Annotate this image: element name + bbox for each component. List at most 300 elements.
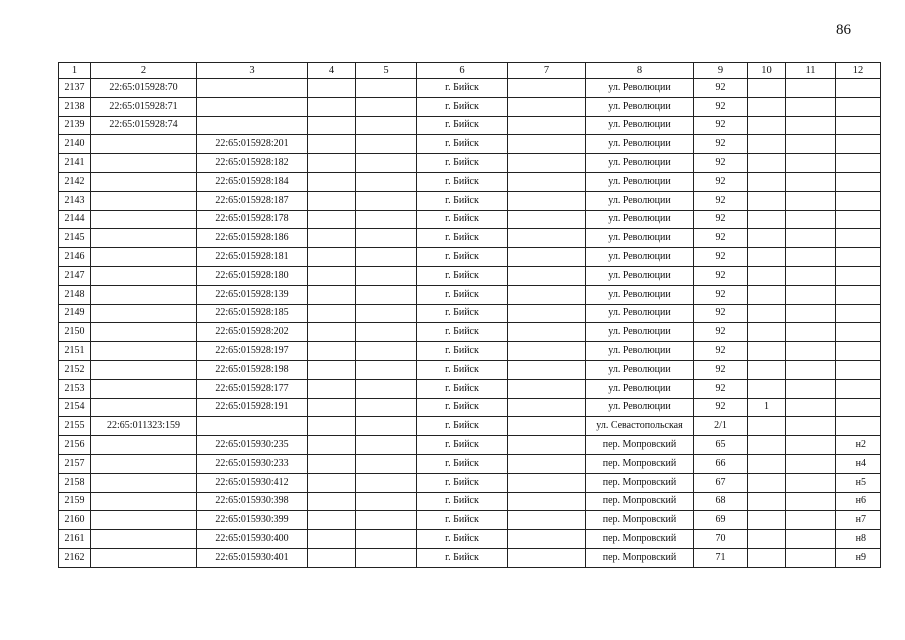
- cell-col-3: 22:65:015928:197: [197, 342, 308, 361]
- cell-col-5: [356, 473, 417, 492]
- cell-col-4: [308, 473, 356, 492]
- cell-col-8: ул. Революции: [586, 285, 694, 304]
- cell-col-7: [508, 304, 586, 323]
- cell-col-2: [91, 492, 197, 511]
- cell-col-6: г. Бийск: [417, 304, 508, 323]
- cell-col-7: [508, 154, 586, 173]
- cell-col-7: [508, 398, 586, 417]
- cell-col-9: 92: [694, 342, 748, 361]
- cell-col-9: 2/1: [694, 417, 748, 436]
- cell-col-2: [91, 530, 197, 549]
- table-row: [59, 492, 881, 511]
- cell-col-12: [836, 323, 881, 342]
- cell-col-7: [508, 530, 586, 549]
- cell-col-2: 22:65:011323:159: [91, 417, 197, 436]
- cell-col-4: [308, 116, 356, 135]
- cell-col-7: [508, 172, 586, 191]
- cell-col-8: ул. Революции: [586, 304, 694, 323]
- cell-col-11: [786, 379, 836, 398]
- cell-col-8: ул. Севастопольская: [586, 417, 694, 436]
- cell-col-9: 92: [694, 191, 748, 210]
- cell-col-7: [508, 342, 586, 361]
- cell-col-10: [748, 548, 786, 567]
- cell-col-1: 2144: [59, 210, 91, 229]
- cell-col-2: [91, 511, 197, 530]
- cell-col-3: [197, 116, 308, 135]
- cell-col-1: 2152: [59, 360, 91, 379]
- cell-col-4: [308, 398, 356, 417]
- table-row: [59, 548, 881, 567]
- cell-col-1: 2157: [59, 454, 91, 473]
- cell-col-11: [786, 304, 836, 323]
- cell-col-6: г. Бийск: [417, 323, 508, 342]
- cell-col-5: [356, 511, 417, 530]
- cell-col-6: г. Бийск: [417, 135, 508, 154]
- cell-col-6: г. Бийск: [417, 266, 508, 285]
- table-row: [59, 417, 881, 436]
- cell-col-12: [836, 154, 881, 173]
- cell-col-1: 2154: [59, 398, 91, 417]
- cell-col-6: г. Бийск: [417, 210, 508, 229]
- cell-col-1: 2151: [59, 342, 91, 361]
- cell-col-12: [836, 398, 881, 417]
- table-row: [59, 285, 881, 304]
- cell-col-8: ул. Революции: [586, 229, 694, 248]
- cell-col-9: 68: [694, 492, 748, 511]
- cell-col-7: [508, 116, 586, 135]
- cell-col-1: 2146: [59, 248, 91, 267]
- cell-col-9: 92: [694, 172, 748, 191]
- cell-col-5: [356, 304, 417, 323]
- table-row: [59, 360, 881, 379]
- cell-col-5: [356, 248, 417, 267]
- cell-col-9: 92: [694, 79, 748, 98]
- table-body: [59, 63, 881, 568]
- cell-col-4: [308, 360, 356, 379]
- cell-col-4: [308, 417, 356, 436]
- cell-col-9: 92: [694, 323, 748, 342]
- cell-col-12: [836, 304, 881, 323]
- cell-col-11: [786, 172, 836, 191]
- cell-col-5: [356, 398, 417, 417]
- cell-col-3: 22:65:015930:398: [197, 492, 308, 511]
- cell-col-9: 92: [694, 97, 748, 116]
- cell-col-1: 2159: [59, 492, 91, 511]
- cell-col-5: [356, 417, 417, 436]
- cell-col-12: [836, 360, 881, 379]
- cell-col-9: 65: [694, 436, 748, 455]
- cell-col-7: [508, 473, 586, 492]
- cell-col-3: 22:65:015928:178: [197, 210, 308, 229]
- cell-col-11: [786, 97, 836, 116]
- cell-col-10: [748, 342, 786, 361]
- cell-col-7: [508, 135, 586, 154]
- cell-col-7: [508, 436, 586, 455]
- column-header-10: 10: [748, 63, 786, 79]
- cell-col-6: г. Бийск: [417, 379, 508, 398]
- cell-col-4: [308, 323, 356, 342]
- cell-col-5: [356, 116, 417, 135]
- cell-col-11: [786, 135, 836, 154]
- cell-col-3: 22:65:015928:198: [197, 360, 308, 379]
- cell-col-3: 22:65:015930:233: [197, 454, 308, 473]
- cell-col-8: пер. Мопровский: [586, 492, 694, 511]
- cell-col-8: ул. Революции: [586, 360, 694, 379]
- cell-col-8: пер. Мопровский: [586, 473, 694, 492]
- cell-col-1: 2140: [59, 135, 91, 154]
- cell-col-6: г. Бийск: [417, 436, 508, 455]
- cell-col-8: ул. Революции: [586, 79, 694, 98]
- cell-col-3: 22:65:015928:181: [197, 248, 308, 267]
- cell-col-4: [308, 79, 356, 98]
- cell-col-8: ул. Революции: [586, 266, 694, 285]
- cell-col-2: [91, 398, 197, 417]
- cell-col-9: 66: [694, 454, 748, 473]
- column-header-7: 7: [508, 63, 586, 79]
- cell-col-8: пер. Мопровский: [586, 530, 694, 549]
- cell-col-10: [748, 210, 786, 229]
- cell-col-5: [356, 454, 417, 473]
- cell-col-5: [356, 360, 417, 379]
- cell-col-4: [308, 304, 356, 323]
- table-row: [59, 530, 881, 549]
- cell-col-4: [308, 492, 356, 511]
- page-number: 86: [836, 22, 851, 38]
- cell-col-6: г. Бийск: [417, 79, 508, 98]
- cell-col-10: [748, 135, 786, 154]
- cell-col-2: [91, 548, 197, 567]
- cell-col-11: [786, 360, 836, 379]
- table-row: [59, 473, 881, 492]
- cell-col-7: [508, 379, 586, 398]
- cell-col-12: [836, 417, 881, 436]
- cell-col-5: [356, 210, 417, 229]
- cell-col-5: [356, 530, 417, 549]
- column-header-11: 11: [786, 63, 836, 79]
- cell-col-10: [748, 417, 786, 436]
- column-header-8: 8: [586, 63, 694, 79]
- cell-col-3: 22:65:015928:186: [197, 229, 308, 248]
- cell-col-7: [508, 191, 586, 210]
- cell-col-11: [786, 116, 836, 135]
- cell-col-10: [748, 229, 786, 248]
- cell-col-3: 22:65:015930:412: [197, 473, 308, 492]
- cell-col-9: 67: [694, 473, 748, 492]
- cell-col-10: [748, 492, 786, 511]
- cell-col-6: г. Бийск: [417, 116, 508, 135]
- cell-col-11: [786, 229, 836, 248]
- cell-col-12: [836, 248, 881, 267]
- cell-col-9: 92: [694, 210, 748, 229]
- table-row: [59, 323, 881, 342]
- cell-col-10: [748, 379, 786, 398]
- cell-col-2: [91, 248, 197, 267]
- cell-col-1: 2155: [59, 417, 91, 436]
- cell-col-6: г. Бийск: [417, 492, 508, 511]
- cell-col-10: [748, 530, 786, 549]
- column-header-12: 12: [836, 63, 881, 79]
- cell-col-12: н7: [836, 511, 881, 530]
- cell-col-7: [508, 323, 586, 342]
- cell-col-2: [91, 135, 197, 154]
- cell-col-8: ул. Революции: [586, 323, 694, 342]
- cell-col-5: [356, 135, 417, 154]
- cell-col-9: 92: [694, 154, 748, 173]
- cell-col-3: [197, 97, 308, 116]
- cell-col-12: н8: [836, 530, 881, 549]
- cell-col-4: [308, 135, 356, 154]
- table-row: [59, 116, 881, 135]
- cell-col-7: [508, 454, 586, 473]
- cell-col-1: 2147: [59, 266, 91, 285]
- cell-col-6: г. Бийск: [417, 285, 508, 304]
- cell-col-3: 22:65:015928:202: [197, 323, 308, 342]
- cell-col-2: [91, 436, 197, 455]
- cell-col-1: 2160: [59, 511, 91, 530]
- cell-col-8: ул. Революции: [586, 135, 694, 154]
- cell-col-10: [748, 248, 786, 267]
- table-row: [59, 511, 881, 530]
- cell-col-11: [786, 492, 836, 511]
- cell-col-7: [508, 548, 586, 567]
- cell-col-3: 22:65:015930:401: [197, 548, 308, 567]
- cell-col-7: [508, 210, 586, 229]
- cell-col-7: [508, 492, 586, 511]
- cell-col-4: [308, 342, 356, 361]
- cell-col-11: [786, 473, 836, 492]
- cell-col-6: г. Бийск: [417, 191, 508, 210]
- cell-col-6: г. Бийск: [417, 548, 508, 567]
- cell-col-6: г. Бийск: [417, 360, 508, 379]
- cell-col-5: [356, 172, 417, 191]
- cell-col-9: 92: [694, 398, 748, 417]
- cell-col-9: 69: [694, 511, 748, 530]
- cell-col-11: [786, 342, 836, 361]
- cell-col-2: [91, 172, 197, 191]
- cell-col-6: г. Бийск: [417, 398, 508, 417]
- cell-col-7: [508, 266, 586, 285]
- cell-col-5: [356, 266, 417, 285]
- cell-col-3: 22:65:015928:185: [197, 304, 308, 323]
- column-header-3: 3: [197, 63, 308, 79]
- table-row: [59, 266, 881, 285]
- cell-col-5: [356, 323, 417, 342]
- cell-col-8: ул. Революции: [586, 154, 694, 173]
- cell-col-3: 22:65:015928:191: [197, 398, 308, 417]
- cell-col-11: [786, 454, 836, 473]
- cell-col-9: 92: [694, 135, 748, 154]
- cell-col-10: [748, 116, 786, 135]
- cell-col-12: н4: [836, 454, 881, 473]
- column-header-2: 2: [91, 63, 197, 79]
- cell-col-10: [748, 285, 786, 304]
- cell-col-1: 2139: [59, 116, 91, 135]
- cell-col-7: [508, 417, 586, 436]
- cell-col-5: [356, 285, 417, 304]
- cell-col-9: 70: [694, 530, 748, 549]
- cell-col-10: [748, 454, 786, 473]
- cell-col-11: [786, 191, 836, 210]
- cell-col-3: 22:65:015928:139: [197, 285, 308, 304]
- cell-col-6: г. Бийск: [417, 229, 508, 248]
- cell-col-5: [356, 379, 417, 398]
- cell-col-3: 22:65:015930:235: [197, 436, 308, 455]
- cell-col-5: [356, 79, 417, 98]
- cell-col-12: [836, 342, 881, 361]
- cell-col-4: [308, 229, 356, 248]
- cell-col-7: [508, 285, 586, 304]
- cell-col-8: ул. Революции: [586, 210, 694, 229]
- cell-col-10: [748, 473, 786, 492]
- cell-col-6: г. Бийск: [417, 473, 508, 492]
- cell-col-1: 2143: [59, 191, 91, 210]
- cell-col-6: г. Бийск: [417, 154, 508, 173]
- table-row: [59, 191, 881, 210]
- cell-col-6: г. Бийск: [417, 417, 508, 436]
- cell-col-8: пер. Мопровский: [586, 548, 694, 567]
- cell-col-8: ул. Революции: [586, 342, 694, 361]
- cell-col-6: г. Бийск: [417, 454, 508, 473]
- cell-col-2: [91, 360, 197, 379]
- cell-col-1: 2137: [59, 79, 91, 98]
- cell-col-9: 92: [694, 248, 748, 267]
- table-row: [59, 304, 881, 323]
- cell-col-4: [308, 191, 356, 210]
- cell-col-12: [836, 379, 881, 398]
- cell-col-3: 22:65:015930:399: [197, 511, 308, 530]
- cell-col-12: [836, 266, 881, 285]
- cell-col-1: 2148: [59, 285, 91, 304]
- table-row: [59, 436, 881, 455]
- cell-col-2: [91, 454, 197, 473]
- cell-col-5: [356, 436, 417, 455]
- cell-col-12: н5: [836, 473, 881, 492]
- cell-col-11: [786, 511, 836, 530]
- cell-col-12: [836, 172, 881, 191]
- header-row: [59, 63, 881, 79]
- cell-col-12: [836, 285, 881, 304]
- column-header-6: 6: [417, 63, 508, 79]
- cell-col-7: [508, 79, 586, 98]
- cell-col-10: [748, 323, 786, 342]
- cell-col-12: [836, 135, 881, 154]
- cell-col-1: 2145: [59, 229, 91, 248]
- cell-col-8: пер. Мопровский: [586, 454, 694, 473]
- cell-col-2: 22:65:015928:71: [91, 97, 197, 116]
- cell-col-8: ул. Революции: [586, 398, 694, 417]
- cell-col-3: 22:65:015928:184: [197, 172, 308, 191]
- cell-col-3: 22:65:015928:177: [197, 379, 308, 398]
- cell-col-10: [748, 511, 786, 530]
- cell-col-1: 2162: [59, 548, 91, 567]
- cell-col-5: [356, 342, 417, 361]
- cell-col-7: [508, 97, 586, 116]
- cell-col-12: н2: [836, 436, 881, 455]
- table-row: [59, 97, 881, 116]
- cell-col-3: 22:65:015928:187: [197, 191, 308, 210]
- cell-col-11: [786, 436, 836, 455]
- cell-col-11: [786, 266, 836, 285]
- column-header-5: 5: [356, 63, 417, 79]
- cell-col-11: [786, 79, 836, 98]
- cell-col-4: [308, 454, 356, 473]
- table-row: [59, 248, 881, 267]
- table-row: [59, 210, 881, 229]
- cell-col-11: [786, 210, 836, 229]
- cell-col-12: [836, 191, 881, 210]
- cell-col-2: 22:65:015928:70: [91, 79, 197, 98]
- cell-col-4: [308, 172, 356, 191]
- cell-col-3: 22:65:015930:400: [197, 530, 308, 549]
- cell-col-5: [356, 492, 417, 511]
- cell-col-2: [91, 229, 197, 248]
- cell-col-11: [786, 530, 836, 549]
- table-row: [59, 342, 881, 361]
- cell-col-10: [748, 172, 786, 191]
- cell-col-12: н6: [836, 492, 881, 511]
- cell-col-8: ул. Революции: [586, 379, 694, 398]
- cell-col-2: [91, 304, 197, 323]
- cell-col-12: н9: [836, 548, 881, 567]
- cell-col-2: [91, 323, 197, 342]
- cell-col-8: ул. Революции: [586, 116, 694, 135]
- cell-col-2: [91, 473, 197, 492]
- cell-col-1: 2156: [59, 436, 91, 455]
- cell-col-1: 2158: [59, 473, 91, 492]
- cell-col-9: 92: [694, 266, 748, 285]
- cell-col-6: г. Бийск: [417, 342, 508, 361]
- cell-col-2: [91, 379, 197, 398]
- cell-col-6: г. Бийск: [417, 511, 508, 530]
- cell-col-1: 2161: [59, 530, 91, 549]
- cell-col-1: 2142: [59, 172, 91, 191]
- cell-col-6: г. Бийск: [417, 172, 508, 191]
- column-header-4: 4: [308, 63, 356, 79]
- cell-col-5: [356, 97, 417, 116]
- cell-col-1: 2150: [59, 323, 91, 342]
- cell-col-4: [308, 210, 356, 229]
- cell-col-10: [748, 191, 786, 210]
- cell-col-11: [786, 417, 836, 436]
- cell-col-2: [91, 191, 197, 210]
- cell-col-6: г. Бийск: [417, 97, 508, 116]
- table-row: [59, 379, 881, 398]
- cell-col-3: 22:65:015928:182: [197, 154, 308, 173]
- cell-col-1: 2141: [59, 154, 91, 173]
- cell-col-4: [308, 266, 356, 285]
- table-row: [59, 79, 881, 98]
- cell-col-2: [91, 285, 197, 304]
- cell-col-4: [308, 548, 356, 567]
- cell-col-8: ул. Революции: [586, 97, 694, 116]
- cell-col-4: [308, 530, 356, 549]
- cell-col-2: [91, 342, 197, 361]
- cell-col-9: 92: [694, 285, 748, 304]
- cell-col-7: [508, 360, 586, 379]
- cell-col-5: [356, 191, 417, 210]
- table-row: [59, 172, 881, 191]
- cell-col-12: [836, 229, 881, 248]
- cell-col-11: [786, 398, 836, 417]
- cell-col-7: [508, 248, 586, 267]
- cell-col-11: [786, 154, 836, 173]
- table-row: [59, 454, 881, 473]
- cell-col-3: 22:65:015928:180: [197, 266, 308, 285]
- cell-col-2: 22:65:015928:74: [91, 116, 197, 135]
- cell-col-3: [197, 417, 308, 436]
- cell-col-8: ул. Революции: [586, 172, 694, 191]
- cell-col-5: [356, 154, 417, 173]
